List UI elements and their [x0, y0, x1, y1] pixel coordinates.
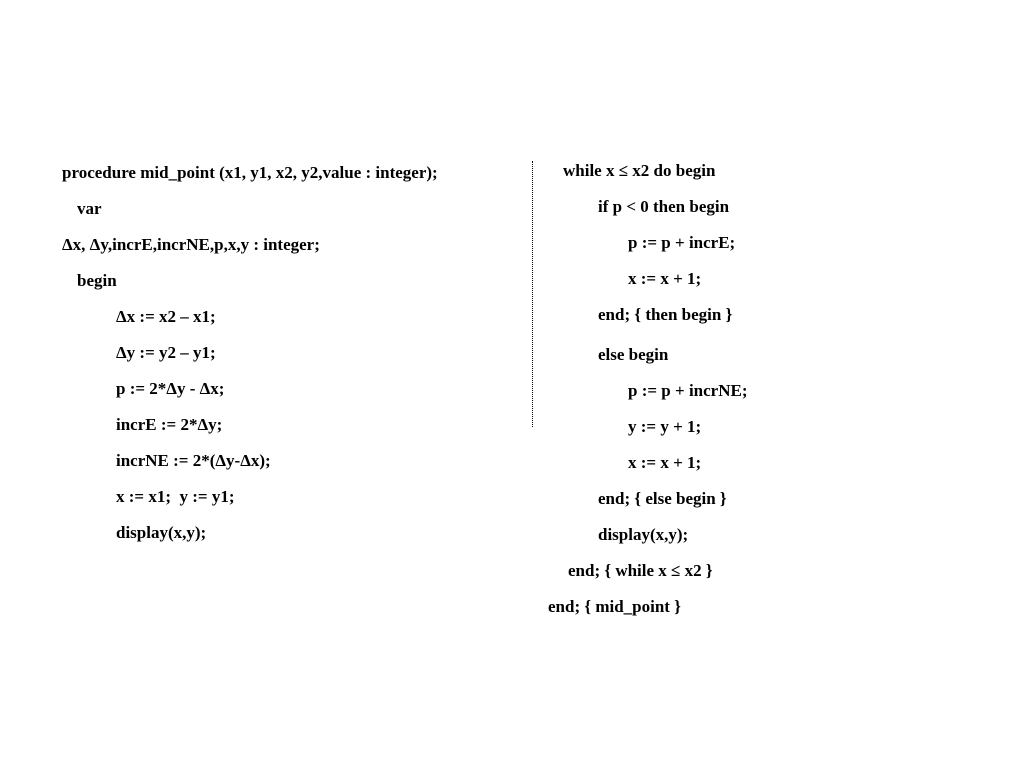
p-assign-line: p := 2*Δy - Δx; [116, 379, 225, 398]
var-keyword-line: var [77, 199, 102, 218]
p-incre-line: p := p + incrE; [628, 233, 736, 252]
incre-assign-line: incrE := 2*Δy; [116, 415, 223, 434]
end-procedure-line: end; { mid_point } [548, 597, 681, 616]
dx-assign-line: Δx := x2 – x1; [116, 307, 216, 326]
column-divider [532, 161, 533, 427]
dy-assign-line: Δy := y2 – y1; [116, 343, 216, 362]
var-declaration-line: Δx, Δy,incrE,incrNE,p,x,y : integer; [62, 235, 320, 254]
procedure-header-line: procedure mid_point (x1, y1, x2, y2,value : integer); [62, 163, 438, 182]
x-increment-line: x := x + 1; [628, 269, 702, 288]
end-then-line: end; { then begin } [598, 305, 733, 324]
xy-init-line: x := x1; y := y1; [116, 487, 235, 506]
x-increment-else-line: x := x + 1; [628, 453, 702, 472]
end-while-line: end; { while x ≤ x2 } [568, 561, 713, 580]
display-call-line: display(x,y); [116, 523, 207, 542]
y-increment-line: y := y + 1; [628, 417, 702, 436]
p-incrne-line: p := p + incrNE; [628, 381, 748, 400]
while-loop-line: while x ≤ x2 do begin [563, 161, 716, 180]
else-begin-line: else begin [598, 345, 669, 364]
if-condition-line: if p < 0 then begin [598, 197, 730, 216]
begin-keyword-line: begin [77, 271, 117, 290]
incrne-assign-line: incrNE := 2*(Δy-Δx); [116, 451, 271, 470]
display-call-loop-line: display(x,y); [598, 525, 689, 544]
end-else-line: end; { else begin } [598, 489, 727, 508]
